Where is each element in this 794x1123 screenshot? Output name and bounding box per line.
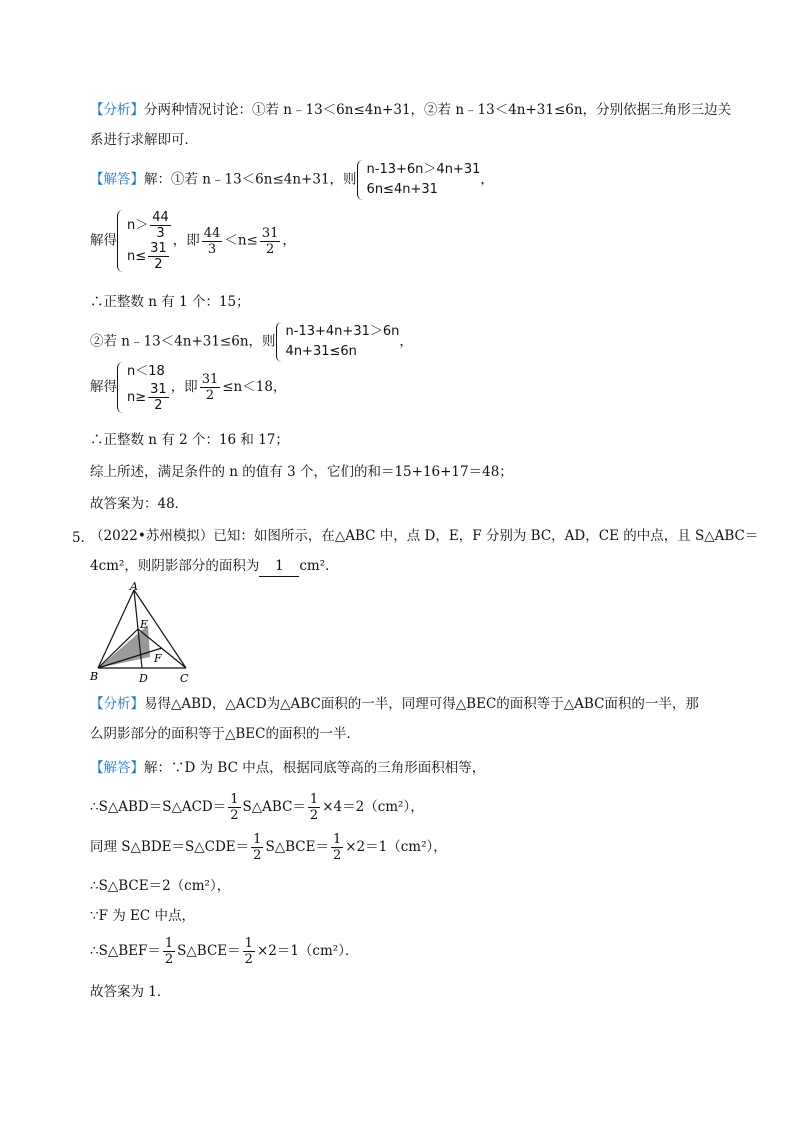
summary-line: 综上所述，满足条件的 n 的值有 3 个，它们的和＝15+16+17＝48； bbox=[90, 464, 513, 480]
label-b: B bbox=[90, 670, 99, 683]
label-e: E bbox=[140, 618, 149, 631]
analysis-text: 分两种情况讨论：①若 n﹣13＜6n≤4n+31，②若 n﹣13＜4n+31≤6n，分别依据三角形三边关 bbox=[144, 102, 732, 118]
inequality-system-2: n-13+4n+31＞6n 4n+31≤6n bbox=[276, 322, 400, 362]
label-c: C bbox=[180, 672, 189, 685]
integer-count-2: ∴正整数 n 有 2 个：16 和 17； bbox=[90, 432, 289, 448]
triangle-figure bbox=[88, 582, 200, 686]
inequality-system-1: n-13+6n＞4n+31 6n≤4n+31 bbox=[357, 160, 481, 200]
solve-line-1: 解得 n＞ $\frac{44}{3}$ n≤ $\frac{31}{2}$ ，即 $\frac{44}{3}$ ＜n≤ $\frac{31}{2}$ ， bbox=[90, 210, 296, 272]
answer5-line-1: 【解答】解：∵D 为 BC 中点，根据同底等高的三角形面积相等， bbox=[90, 760, 486, 776]
answer5-line-4: ∴S△BCE＝2（cm²）， bbox=[90, 878, 231, 894]
shaded-region bbox=[98, 625, 150, 668]
label-d: D bbox=[139, 672, 148, 685]
solution-system-1: n＞ $\frac{44}{3}$ n≤ $\frac{31}{2}$ bbox=[117, 210, 173, 272]
answer-blank: 1 bbox=[259, 556, 299, 577]
question-number: 5． bbox=[72, 530, 95, 546]
case2-line: ②若 n﹣13＜4n+31≤6n，则 n-13+4n+31＞6n 4n+31≤6n ， bbox=[90, 322, 413, 362]
answer-line-1: 【解答】解：①若 n﹣13＜6n≤4n+31，则 n-13+6n＞4n+31 6n≤4n+31 ， bbox=[90, 160, 494, 200]
question-line-2: 4cm²，则阴影部分的面积为 1 cm²． bbox=[90, 556, 339, 577]
answer5-line-3: 同理 S△BDE＝S△CDE＝ $\frac{1}{2}$ S△BCE＝ $\frac{1}{2}$ ×2＝1（cm²）， bbox=[90, 832, 447, 863]
answer5-line-5: ∵F 为 EC 中点， bbox=[90, 908, 196, 924]
answer5-line-2: ∴S△ABD＝S△ACD＝ $\frac{1}{2}$ S△ABC＝ $\frac{1}{2}$ ×4＝2（cm²）， bbox=[90, 792, 424, 823]
solve-line-2: 解得 n＜18 n≥ $\frac{31}{2}$ ，即 $\frac{31}{2}$ ≤n＜18， bbox=[90, 364, 287, 413]
question-line-1: （2022•苏州模拟）已知：如图所示，在△ABC 中，点 D，E，F 分别为 BC，AD，CE 的中点，且 S△ABC＝ bbox=[90, 528, 759, 544]
label-f: F bbox=[154, 652, 162, 665]
answer-tag: 【解答】 bbox=[90, 171, 144, 188]
integer-count-1: ∴正整数 n 有 1 个：15； bbox=[90, 294, 250, 310]
analysis-tag: 【分析】 bbox=[90, 102, 144, 118]
solution-system-2: n＜18 n≥ $\frac{31}{2}$ bbox=[117, 362, 171, 413]
final-answer-5: 故答案为 1． bbox=[90, 984, 171, 1000]
label-a: A bbox=[130, 582, 138, 593]
analysis5-line-2: 么阴影部分的面积等于△BEC的面积的一半． bbox=[90, 726, 360, 742]
analysis5-line-1: 【分析】易得△ABD，△ACD为△ABC面积的一半，同理可得△BEC的面积等于△ABC面积的一半，那 bbox=[90, 696, 699, 712]
final-answer-4: 故答案为：48． bbox=[90, 496, 189, 512]
answer5-line-6: ∴S△BEF＝ $\frac{1}{2}$ S△BCE＝ $\frac{1}{2}$ ×2＝1（cm²）． bbox=[90, 936, 359, 967]
analysis-line-1 bbox=[90, 100, 731, 120]
answer-intro: 解：①若 n﹣13＜6n≤4n+31，则 bbox=[144, 171, 357, 188]
analysis-line-2: 系进行求解即可． bbox=[90, 132, 198, 148]
